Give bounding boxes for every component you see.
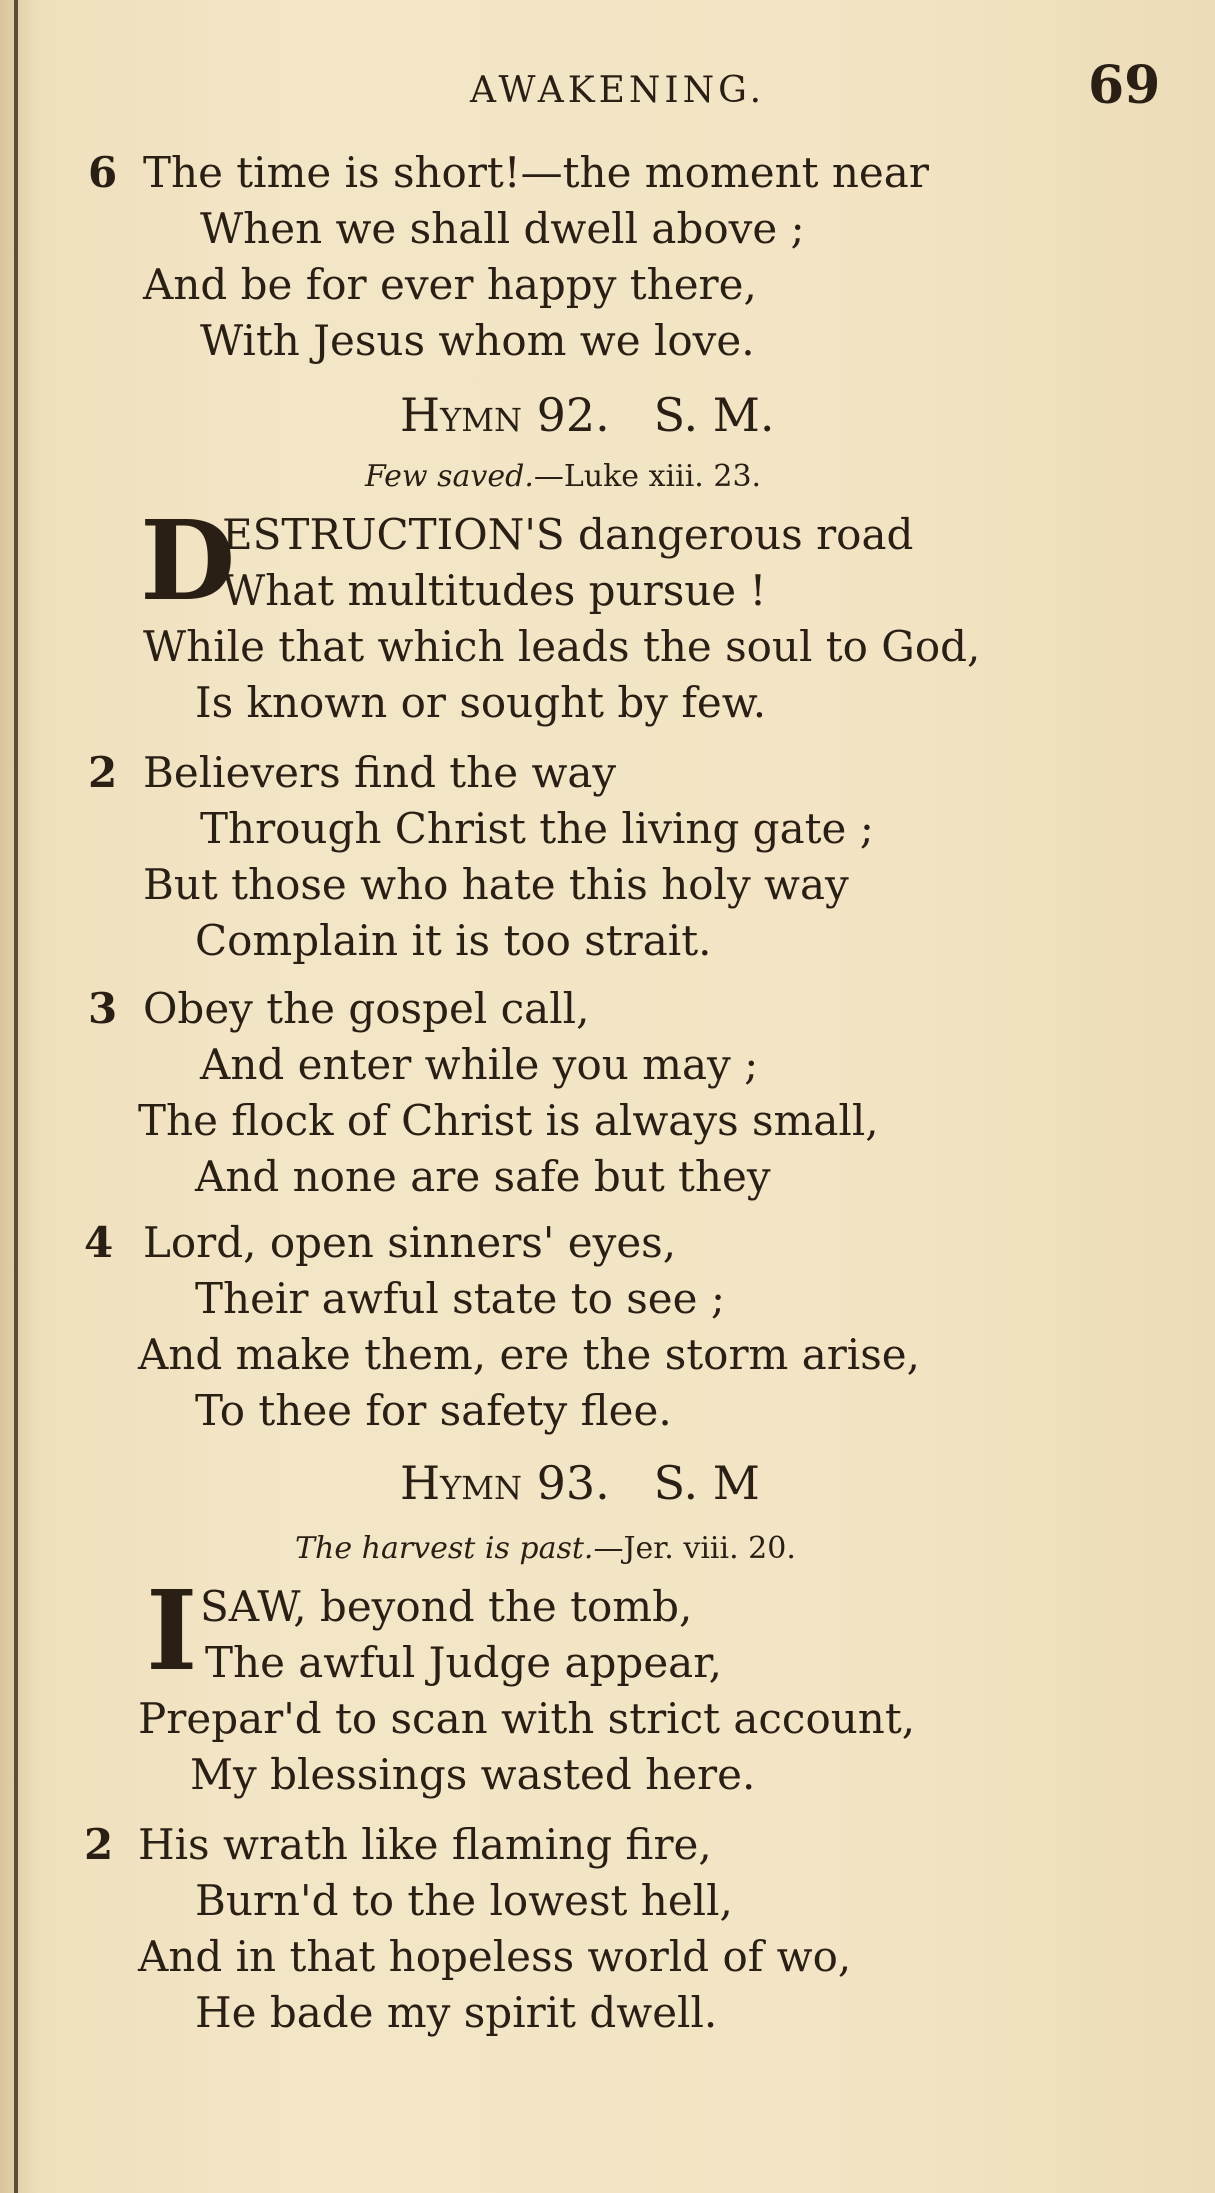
- verse-number: 2: [88, 748, 118, 797]
- hymn-line: The flock of Christ is always small,: [138, 1096, 879, 1145]
- hymn-subtitle: [365, 459, 762, 494]
- hymn-meter: S. M.: [653, 388, 775, 442]
- hymn-line: And make them, ere the storm arise,: [138, 1330, 921, 1379]
- subtitle-theme: Few saved.: [365, 459, 534, 494]
- subtitle-theme: The harvest is past.: [295, 1531, 594, 1566]
- hymn-meter: S. M: [653, 1456, 760, 1510]
- verse-number: 6: [88, 148, 118, 197]
- hymn-line: And enter while you may ;: [200, 1040, 759, 1089]
- hymn-line: Complain it is too strait.: [195, 916, 712, 965]
- hymn-line: Believers find the way: [143, 748, 617, 797]
- hymn-line: While that which leads the soul to God,: [143, 622, 981, 671]
- verse-number: 4: [84, 1218, 114, 1267]
- hymn-line: What multitudes pursue !: [222, 566, 767, 615]
- hymn-line: To thee for safety flee.: [195, 1386, 672, 1435]
- verse-number: 3: [88, 984, 118, 1033]
- drop-cap: I: [146, 1566, 198, 1695]
- hymn-number: 92.: [536, 388, 610, 442]
- hymn-line: ESTRUCTION'S dangerous road: [222, 510, 914, 559]
- hymn-line: And in that hopeless world of wo,: [138, 1932, 852, 1981]
- hymn-line: Their awful state to see ;: [195, 1274, 725, 1323]
- hymn-line: Is known or sought by few.: [195, 678, 767, 727]
- hymn-line: He bade my spirit dwell.: [195, 1988, 718, 2037]
- hymn-line: Through Christ the living gate ;: [200, 804, 874, 853]
- hymn-line: My blessings wasted here.: [190, 1750, 756, 1799]
- subtitle-reference: —Jer. viii. 20.: [593, 1531, 796, 1566]
- drop-cap: D: [140, 496, 236, 625]
- hymn-number: 93.: [536, 1456, 610, 1510]
- hymn-line: With Jesus whom we love.: [200, 316, 755, 365]
- hymn-line: Prepar'd to scan with strict account,: [138, 1694, 916, 1743]
- hymn-line: And be for ever happy there,: [143, 260, 757, 309]
- hymn-heading: [400, 1456, 760, 1510]
- hymn-line: And none are safe but they: [195, 1152, 771, 1201]
- hymn-line: The awful Judge appear,: [205, 1638, 723, 1687]
- hymn-line: Obey the gospel call,: [143, 984, 590, 1033]
- hymn-word: Hymn: [400, 1456, 523, 1510]
- hymn-word: Hymn: [400, 388, 523, 442]
- hymn-line: When we shall dwell above ;: [200, 204, 805, 253]
- hymn-line: SAW, beyond the tomb,: [200, 1582, 693, 1631]
- hymn-line: Burn'd to the lowest hell,: [195, 1876, 733, 1925]
- running-title: AWAKENING.: [470, 70, 766, 111]
- hymn-heading: [400, 388, 775, 442]
- page-spine: [14, 0, 18, 2193]
- hymn-line: Lord, open sinners' eyes,: [143, 1218, 677, 1267]
- verse-number: 2: [84, 1820, 114, 1869]
- page-number: 69: [1088, 55, 1161, 116]
- hymn-line: His wrath like flaming fire,: [138, 1820, 712, 1869]
- hymn-line: But those who hate this holy way: [143, 860, 849, 909]
- hymn-line: The time is short!—the moment near: [143, 148, 929, 197]
- hymn-subtitle: [295, 1531, 796, 1566]
- subtitle-reference: —Luke xiii. 23.: [533, 459, 762, 494]
